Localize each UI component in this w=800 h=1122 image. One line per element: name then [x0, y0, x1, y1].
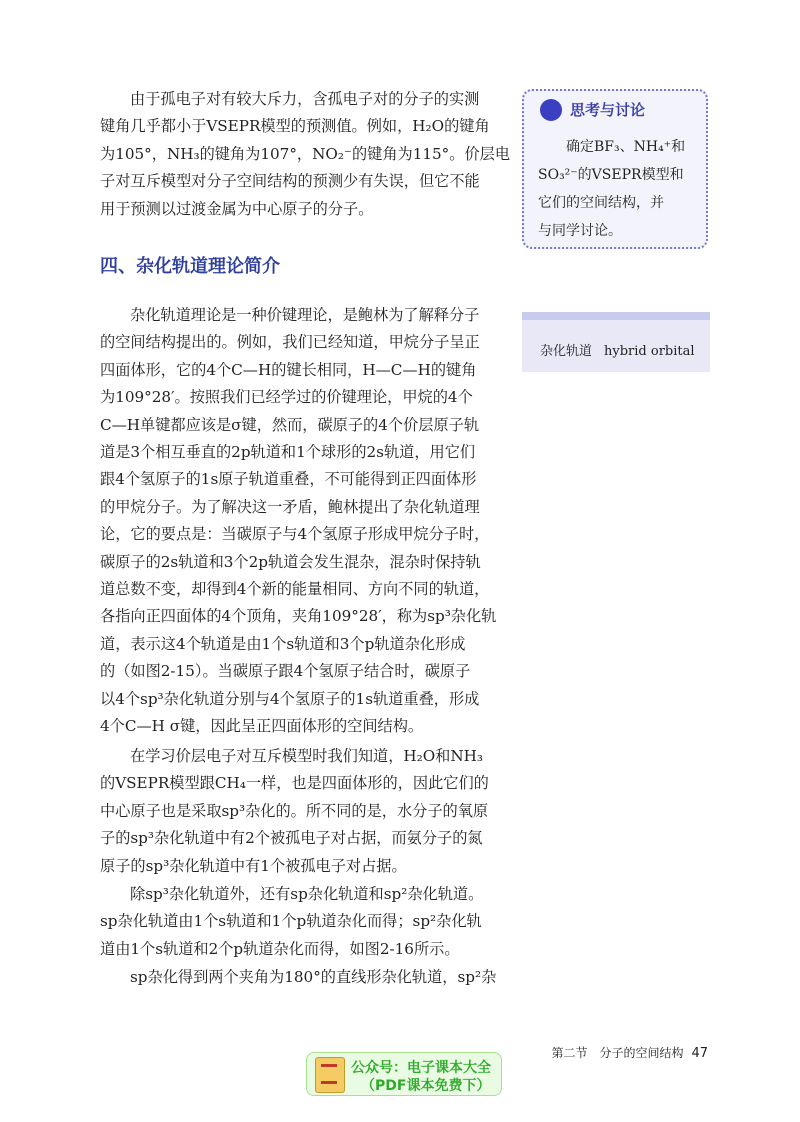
text-line: 它们的空间结构，并	[538, 195, 664, 211]
glossary-top-bar	[522, 312, 710, 320]
text-line: 跟4个氢原子的1s原子轨道重叠，不可能得到正四面体形	[100, 470, 477, 489]
text-line: 子对互斥模型对分子空间结构的预测少有失误，但它不能	[100, 172, 480, 191]
glossary-term-zh: 杂化轨道	[540, 344, 593, 359]
text-line: 杂化轨道理论是一种价键理论，是鲍林为了解释分子	[130, 306, 480, 324]
text-line: 道是3个相互垂直的2p轨道和1个球形的2s轨道，用它们	[100, 443, 476, 462]
text-line: 除sp³杂化轨道外，还有sp杂化轨道和sp²杂化轨道。	[130, 885, 484, 903]
watermark-line2: （PDF课本免费下）	[361, 1078, 491, 1094]
text-line: 的空间结构提出的。例如，我们已经知道，甲烷分子呈正	[100, 333, 480, 352]
text-line: 道由1个s轨道和2个p轨道杂化而得，如图2-16所示。	[100, 939, 460, 958]
section-heading: 四、杂化轨道理论简介	[100, 256, 280, 277]
text-line: 与同学讨论。	[538, 223, 622, 239]
text-line: 为109°28′。按照我们已经学过的价键理论，甲烷的4个	[100, 388, 473, 407]
text-line: 确定BF₃、NH₄⁺和	[566, 139, 686, 155]
watermark-line1: 公众号：电子课本大全	[351, 1060, 491, 1076]
text-line: 道，表示这4个轨道是由1个s轨道和3个p轨道杂化形成	[100, 634, 466, 653]
text-line: 由于孤电子对有较大斥力，含孤电子对的分子的实测	[130, 90, 480, 108]
paragraph-vsepr-sp3	[100, 743, 502, 880]
think-discuss-body	[538, 133, 700, 245]
text-line: sp杂化轨道由1个s轨道和1个p轨道杂化而得；sp²杂化轨	[100, 912, 482, 931]
text-line: SO₃²⁻的VSEPR模型和	[538, 167, 684, 183]
think-discuss-box	[522, 89, 708, 249]
text-line: 在学习价层电子对互斥模型时我们知道，H₂O和NH₃	[130, 747, 483, 765]
paragraph-sp-linear	[100, 964, 502, 991]
text-line: 以4个sp³杂化轨道分别与4个氢原子的1s轨道重叠，形成	[100, 689, 480, 708]
book-icon	[315, 1057, 345, 1093]
text-line: 键角几乎都小于VSEPR模型的预测值。例如，H₂O的键角	[100, 117, 490, 136]
glossary-term	[540, 340, 695, 359]
glossary-term-en: hybrid orbital	[604, 344, 695, 359]
paragraph-lone-pair	[100, 86, 511, 223]
text-line: 论，它的要点是：当碳原子与4个氢原子形成甲烷分子时，	[100, 525, 490, 544]
glossary-term-box	[522, 312, 710, 372]
text-line: 的VSEPR模型跟CH₄一样，也是四面体形的，因此它们的	[100, 774, 489, 793]
text-line: 的（如图2-15）。当碳原子跟4个氢原子结合时，碳原子	[100, 662, 471, 681]
text-line: 道总数不变，却得到4个新的能量相同、方向不同的轨道，	[100, 580, 490, 599]
text-line: sp杂化得到两个夹角为180°的直线形杂化轨道，sp²杂	[130, 968, 497, 986]
text-line: 原子的sp³杂化轨道中有1个被孤电子对占据。	[100, 856, 407, 875]
text-line: C—H单键都应该是σ键，然而，碳原子的4个价层原子轨	[100, 415, 480, 434]
text-line: 为105°，NH₃的键角为107°，NO₂⁻的键角为115°。价层电	[100, 144, 511, 163]
text-line: 各指向正四面体的4个顶角，夹角109°28′，称为sp³杂化轨	[100, 607, 497, 626]
think-discuss-title: 思考与讨论	[570, 101, 646, 119]
text-line: 4个C—H σ键，因此呈正四面体形的空间结构。	[100, 717, 424, 736]
paragraph-sp-sp2	[100, 881, 502, 963]
footer-section: 第二节 分子的空间结构	[551, 1046, 684, 1060]
text-line: 的甲烷分子。为了解决这一矛盾，鲍林提出了杂化轨道理	[100, 497, 480, 516]
page-footer	[551, 1044, 708, 1061]
text-line: 中心原子也是采取sp³杂化的。所不同的是，水分子的氧原	[100, 801, 489, 820]
paragraph-hybrid-theory	[100, 302, 502, 741]
page-number: 47	[691, 1046, 708, 1061]
text-line: 用于预测以过渡金属为中心原子的分子。	[100, 199, 374, 218]
watermark-stamp	[306, 1052, 502, 1096]
text-line: 四面体形，它的4个C—H的键长相同，H—C—H的键角	[100, 360, 477, 379]
discussion-bubble-icon	[540, 99, 562, 121]
text-line: 子的sp³杂化轨道中有2个被孤电子对占据，而氨分子的氮	[100, 829, 483, 848]
text-line: 碳原子的2s轨道和3个2p轨道会发生混杂，混杂时保持轨	[100, 552, 481, 571]
